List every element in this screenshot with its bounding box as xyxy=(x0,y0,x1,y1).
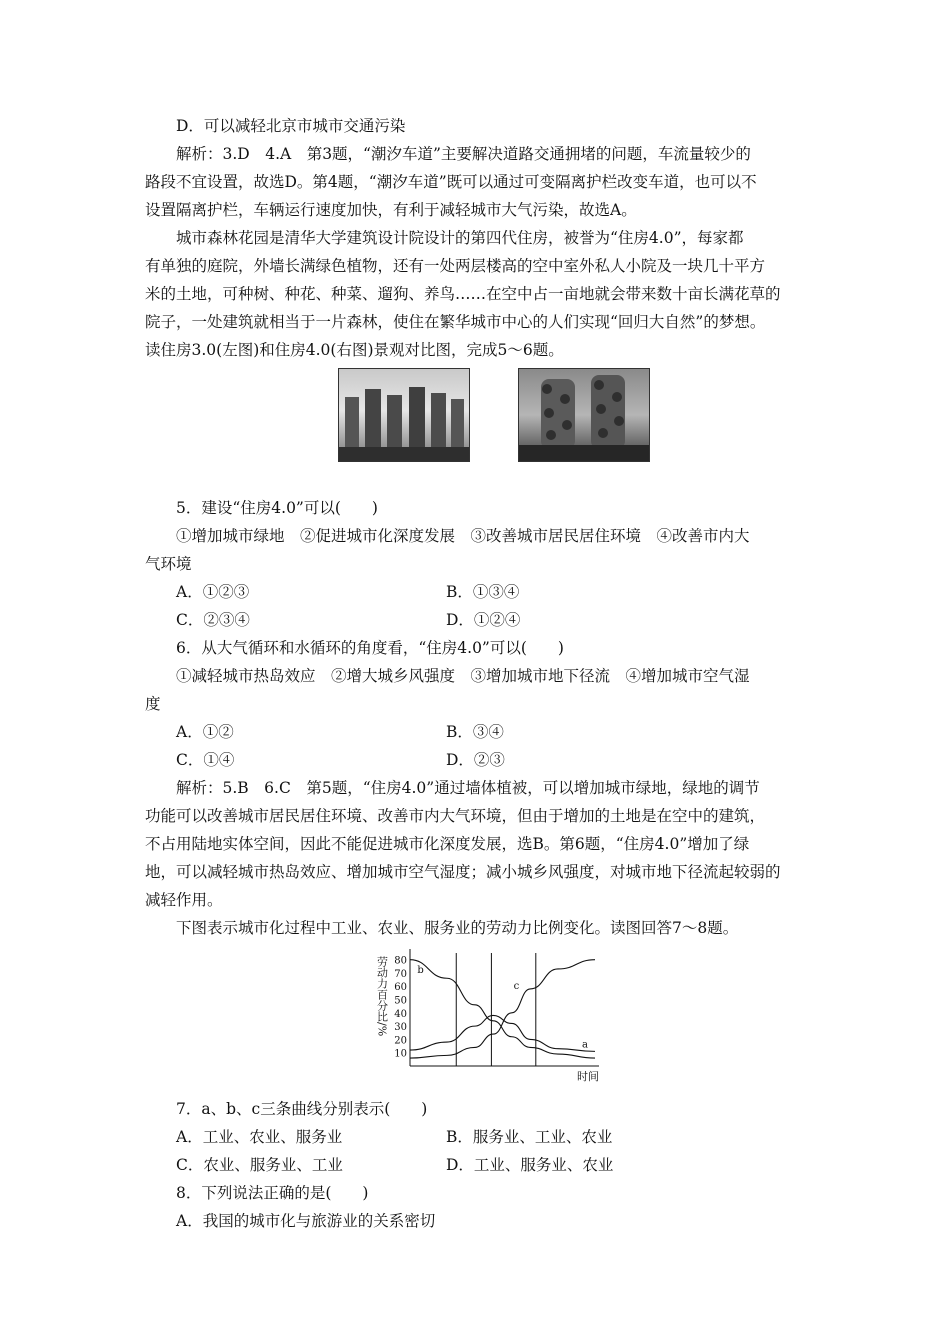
question-6-statements-1: ①减轻城市热岛效应 ②增大城乡风强度 ③增加城市地下径流 ④增加城市空气湿 xyxy=(176,667,750,685)
q7-option-c[interactable]: C．农业、服务业、工业 xyxy=(176,1156,343,1174)
analysis-5-6-line5: 减轻作用。 xyxy=(145,891,223,909)
chart-intro: 下图表示城市化过程中工业、农业、服务业的劳动力比例变化。读图回答7～8题。 xyxy=(176,919,739,937)
analysis-5-6-line2: 功能可以改善城市居民居住环境、改善市内大气环境，但由于增加的土地是在空中的建筑， xyxy=(145,807,766,825)
q7-option-b[interactable]: B．服务业、工业、农业 xyxy=(446,1128,613,1146)
question-6-statements-2: 度 xyxy=(145,695,161,713)
q6-option-a[interactable]: A．①② xyxy=(176,723,234,741)
question-7-options-row1 xyxy=(145,1123,805,1151)
y-tick-label: 30 xyxy=(394,1022,407,1034)
y-tick-label: 40 xyxy=(394,1008,407,1020)
housing-photos xyxy=(145,368,805,488)
y-tick-label: 70 xyxy=(394,968,407,980)
question-5-statements-2: 气环境 xyxy=(145,555,192,573)
q7-option-d[interactable]: D．工业、服务业、农业 xyxy=(446,1156,614,1174)
x-axis-label: 时间 xyxy=(577,1070,599,1083)
question-6-options-row1 xyxy=(145,718,805,746)
y-tick-label: 20 xyxy=(394,1035,407,1047)
labor-chart-svg xyxy=(370,946,610,1091)
q5-option-a[interactable]: A．①②③ xyxy=(176,583,250,601)
y-tick-label: 50 xyxy=(394,995,407,1007)
question-5-options-row1 xyxy=(145,578,805,606)
q6-option-d[interactable]: D．②③ xyxy=(446,751,505,769)
passage-line1: 城市森林花园是清华大学建筑设计院设计的第四代住房，被誉为“住房4.0”，每家都 xyxy=(176,229,744,247)
analysis-5-6-line4: 地，可以减轻城市热岛效应、增加城市空气湿度；减小城乡风强度，对城市地下径流起较弱的 xyxy=(145,863,781,881)
passage-line5: 读住房3.0(左图)和住房4.0(右图)景观对比图，完成5～6题。 xyxy=(145,341,564,359)
question-5-statements-1: ①增加城市绿地 ②促进城市化深度发展 ③改善城市居民居住环境 ④改善市内大 xyxy=(176,527,750,545)
y-axis-label: 劳动力百分比/% xyxy=(375,956,389,1037)
y-tick-label: 10 xyxy=(394,1048,407,1060)
q5-option-d[interactable]: D．①②④ xyxy=(446,611,521,629)
option-d-q4: D．可以减轻北京市城市交通污染 xyxy=(176,117,406,135)
analysis-5-6-line1: 解析：5.B 6.C 第5题，“住房4.0”通过墙体植被，可以增加城市绿地，绿地的调节 xyxy=(176,779,760,797)
q8-option-a[interactable]: A．我国的城市化与旅游业的关系密切 xyxy=(176,1212,436,1230)
analysis-5-6-line3: 不占用陆地实体空间，因此不能促进城市化深度发展，选B。第6题，“住房4.0”增加了绿 xyxy=(145,835,750,853)
series-c-label: c xyxy=(513,980,520,992)
q6-option-c[interactable]: C．①④ xyxy=(176,751,235,769)
question-6: 6．从大气循环和水循环的角度看，“住房4.0”可以( ) xyxy=(176,639,564,657)
housing-4-photo xyxy=(518,368,650,462)
series-a-label: a xyxy=(582,1039,589,1051)
series-b-label: b xyxy=(417,964,424,976)
q5-option-c[interactable]: C．②③④ xyxy=(176,611,250,629)
y-tick-label: 60 xyxy=(394,982,407,994)
analysis-3-4-line1: 解析：3.D 4.A 第3题，“潮汐车道”主要解决道路交通拥堵的问题，车流量较少的 xyxy=(176,145,751,163)
question-6-options-row2 xyxy=(145,746,805,774)
question-7-options-row2 xyxy=(145,1151,805,1179)
y-tick-label: 80 xyxy=(394,955,407,967)
analysis-3-4-line3: 设置隔离护栏，车辆运行速度加快，有利于减轻城市大气污染，故选A。 xyxy=(145,201,637,219)
series-a-line xyxy=(410,1015,595,1051)
document-page xyxy=(145,112,805,1235)
q7-option-a[interactable]: A．工业、农业、服务业 xyxy=(176,1128,343,1146)
question-5-options-row2 xyxy=(145,606,805,634)
housing-3-photo xyxy=(338,368,470,462)
analysis-3-4-line2: 路段不宜设置，故选D。第4题，“潮汐车道”既可以通过可变隔离护栏改变车道，也可以不 xyxy=(145,173,757,191)
labor-chart xyxy=(145,946,805,1091)
question-7: 7．a、b、c三条曲线分别表示( ) xyxy=(176,1100,428,1118)
passage-line4: 院子，一处建筑就相当于一片森林，使住在繁华城市中心的人们实现“回归大自然”的梦想。 xyxy=(145,313,766,331)
passage-line2: 有单独的庭院，外墙长满绿色植物，还有一处两层楼高的空中室外私人小院及一块几十平方 xyxy=(145,257,766,275)
q6-option-b[interactable]: B．③④ xyxy=(446,723,504,741)
question-5: 5．建设“住房4.0”可以( ) xyxy=(176,499,378,517)
passage-line3: 米的土地，可种树、种花、种菜、遛狗、养鸟……在空中占一亩地就会带来数十亩长满花草的 xyxy=(145,285,781,303)
q5-option-b[interactable]: B．①③④ xyxy=(446,583,520,601)
question-8: 8．下列说法正确的是( ) xyxy=(176,1184,369,1202)
